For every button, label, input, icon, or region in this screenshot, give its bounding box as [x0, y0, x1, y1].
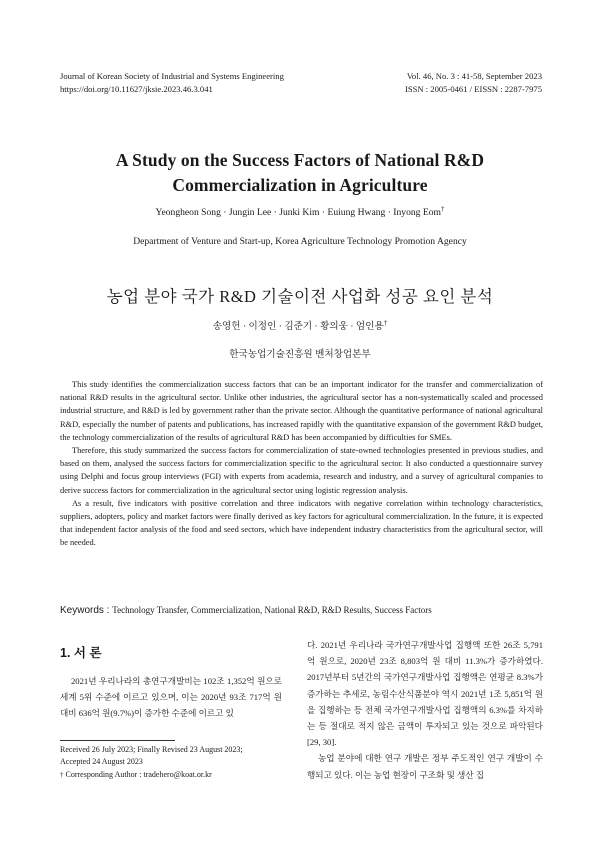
paper-title-line-2: Commercialization in Agriculture	[172, 175, 428, 195]
paper-title-line-1: A Study on the Success Factors of National R&D	[115, 150, 485, 170]
abstract-paragraph-3: As a result, five indicators with positive correlation and three indicators with negative correlation within technology characteristics, suppliers, adopters, policy and market factors were finally derived as key factors for agricultural commercialization. In the future, it is expected that independent factor analysis of the food and seed sectors, which have independent industry characteristics from the agricultural sector, will be needed.	[60, 498, 543, 548]
abstract	[60, 378, 543, 550]
keywords-text: Technology Transfer, Commercialization, National R&D, R&D Results, Success Factors	[112, 605, 432, 615]
affiliation: Department of Venture and Start-up, Korea Agriculture Technology Promotion Agency	[133, 236, 467, 247]
body-column-right	[307, 637, 543, 783]
doi-link[interactable]: https://doi.org/10.11627/jksie.2023.46.3.041	[60, 84, 213, 94]
accepted-date: Accepted 24 August 2023	[60, 757, 143, 767]
footnote-divider	[60, 740, 175, 741]
body-column-left	[60, 643, 282, 722]
paper-title	[40, 148, 560, 198]
abstract-paragraph-2: Therefore, this study summarized the success factors for commercialization of state-owned technologies presented in previous studies, and based on them, analysed the success factors for commercialization specific to the agricultural sector. It also conducted a questionnaire survey using Delphi and focus group interviews (FGI) with experts from academia, research and industry, and a survey of agricultural companies to derive success factors for commercialization in the agricultural sector using logistic regression analysis.	[60, 446, 543, 495]
issn-info: ISSN : 2005-0461 / EISSN : 2287-7975	[404, 84, 542, 94]
right-column-text	[307, 637, 543, 783]
journal-header	[60, 70, 284, 96]
body-paragraph: 다. 2021년 우리나라 국가연구개발사업 집행액 또한 26조 5,791억 원으로, 2020년 23조 8,803억 원 대비 11.3%가 증가하였다. 2017년부터 5년간의 국가연구개발사업 집행액은 연평균 8.3%가 증가하는 추세로, 농림수산식품분야 역시 2021년 1조 5,851억 원을 집행하는 등 전체 국가연구개발사업 집행액의 6.3%를 차지하는 등 절대로 적지 않은 금액이 투자되고 있는 것으로 파악된다[29, 30].	[307, 640, 543, 748]
keywords	[60, 605, 543, 616]
abstract-paragraph-1: This study identifies the commercialization success factors that can be an important indicator for the transfer and commercialization of national R&D results in the agricultural sector. Unlike other industries, the agricultural sector has a non-systematically scaled and processed industrial structure, and R&D is led by government rather than the private sector. Although the quantitative performance of national agricultural R&D, especially the number of patents and publications, has increased rapidly with the quantitative expansion of the government R&D budget, the technology commercialization of the results of agricultural R&D has been accompanied by difficulties for SMEs.	[60, 380, 543, 442]
corresponding-author	[60, 769, 282, 781]
corresponding-author-text: Corresponding Author : tradehero@koat.or.kr	[65, 769, 212, 779]
dagger-icon: †	[440, 204, 445, 213]
korean-affiliation: 한국농업기술진흥원 벤처창업본부	[229, 349, 371, 360]
volume-header	[405, 70, 542, 96]
dagger-icon: †	[383, 318, 388, 327]
korean-author-names: 송영헌 · 이정인 · 김준기 · 황의웅 · 엄인용	[212, 321, 384, 332]
korean-author-list	[40, 318, 560, 332]
section-heading: 1. 서 론	[60, 646, 102, 660]
received-date: Received 26 July 2023; Finally Revised 23 August 2023;	[60, 745, 243, 754]
dagger-icon: †	[60, 770, 64, 779]
korean-title: 농업 분야 국가 R&D 기술이전 사업화 성공 요인 분석	[106, 287, 494, 306]
body-paragraph: 2021년 우리나라의 총연구개발비는 102조 1,352억 원으로 세계 5위 수준에 이르고 있으며, 이는 2020년 93조 717억 원 대비 636억 원(9.7%)이 증가한 수준에 이르고 있	[60, 676, 282, 719]
journal-name: Journal of Korean Society of Industrial and Systems Engineering	[60, 71, 284, 81]
footnote	[60, 744, 282, 781]
keywords-label: Keywords :	[60, 605, 113, 616]
author-list	[40, 204, 560, 218]
body-paragraph: 농업 분야에 대한 연구 개발은 정부 주도적인 연구 개발이 수행되고 있다. 이는 농업 현장이 구조화 및 생산 집	[307, 753, 543, 780]
left-column-text	[60, 673, 282, 722]
author-names: Yeongheon Song · Jungin Lee · Junki Kim · Euiung Hwang · Inyong Eom	[155, 207, 441, 218]
volume-info: Vol. 46, No. 3 : 41-58, September 2023	[406, 71, 542, 81]
